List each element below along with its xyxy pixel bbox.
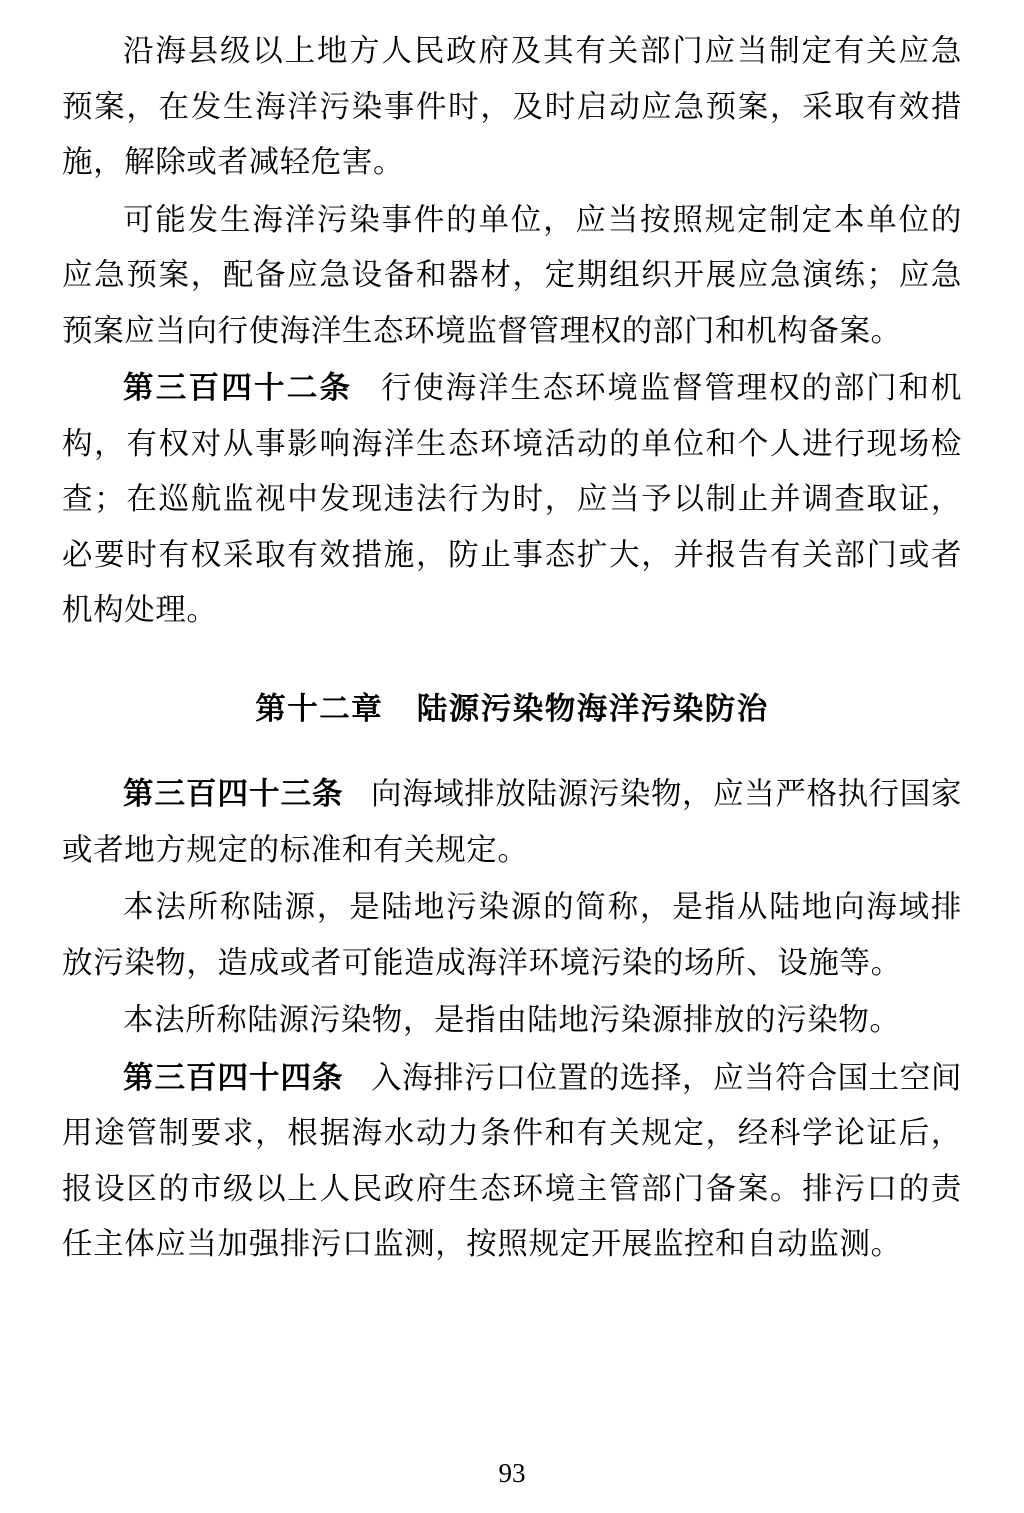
chapter-title: 陆源污染物海洋污染防治 bbox=[416, 691, 769, 726]
paragraph-text: 本法所称陆源污染物，是指由陆地污染源排放的污染物。 bbox=[123, 1003, 901, 1038]
paragraph-article-343 bbox=[62, 767, 962, 878]
paragraph-2 bbox=[62, 193, 962, 360]
paragraph-text: 入海排污口位置的选择，应当符合国土空间用途管制要求，根据海水动力条件和有关规定，经科学论证后，报设区的市级以上人民政府生态环境主管部门备案。排污口的责任主体应当加强排污口监测，按照规定开展监控和自动监测。 bbox=[62, 1060, 962, 1262]
paragraph-text: 沿海县级以上地方人民政府及其有关部门应当制定有关应急预案，在发生海洋污染事件时，及时启动应急预案，采取有效措施，解除或者减轻危害。 bbox=[62, 34, 962, 179]
paragraph-article-344 bbox=[62, 1051, 962, 1273]
page-number: 93 bbox=[498, 1458, 526, 1488]
article-number: 第三百四十四条 bbox=[123, 1060, 344, 1095]
article-number: 第三百四十二条 bbox=[123, 371, 353, 405]
paragraph-text: 可能发生海洋污染事件的单位，应当按照规定制定本单位的应急预案，配备应急设备和器材，定期组织开展应急演练；应急预案应当向行使海洋生态环境监督管理权的部门和机构备案。 bbox=[62, 202, 962, 348]
paragraph-6 bbox=[62, 993, 962, 1049]
article-number: 第三百四十三条 bbox=[123, 777, 344, 812]
chapter-heading bbox=[62, 685, 962, 734]
paragraph-text: 行使海洋生态环境监督管理权的部门和机构，有权对从事影响海洋生态环境活动的单位和个人进行现场检查；在巡航监视中发现违法行为时，应当予以制止并调查取证，必要时有权采取有效措施，防止事态扩大，并报告有关部门或者机构处理。 bbox=[62, 371, 962, 627]
paragraph-article-342 bbox=[62, 361, 962, 639]
paragraph-5 bbox=[62, 880, 962, 991]
paragraph-1 bbox=[62, 24, 962, 191]
chapter-label: 第十二章 bbox=[255, 691, 384, 726]
paragraph-text: 向海域排放陆源污染物，应当严格执行国家或者地方规定的标准和有关规定。 bbox=[62, 777, 962, 867]
paragraph-text: 本法所称陆源，是陆地污染源的简称，是指从陆地向海域排放污染物，造成或者可能造成海洋环境污染的场所、设施等。 bbox=[62, 890, 962, 980]
